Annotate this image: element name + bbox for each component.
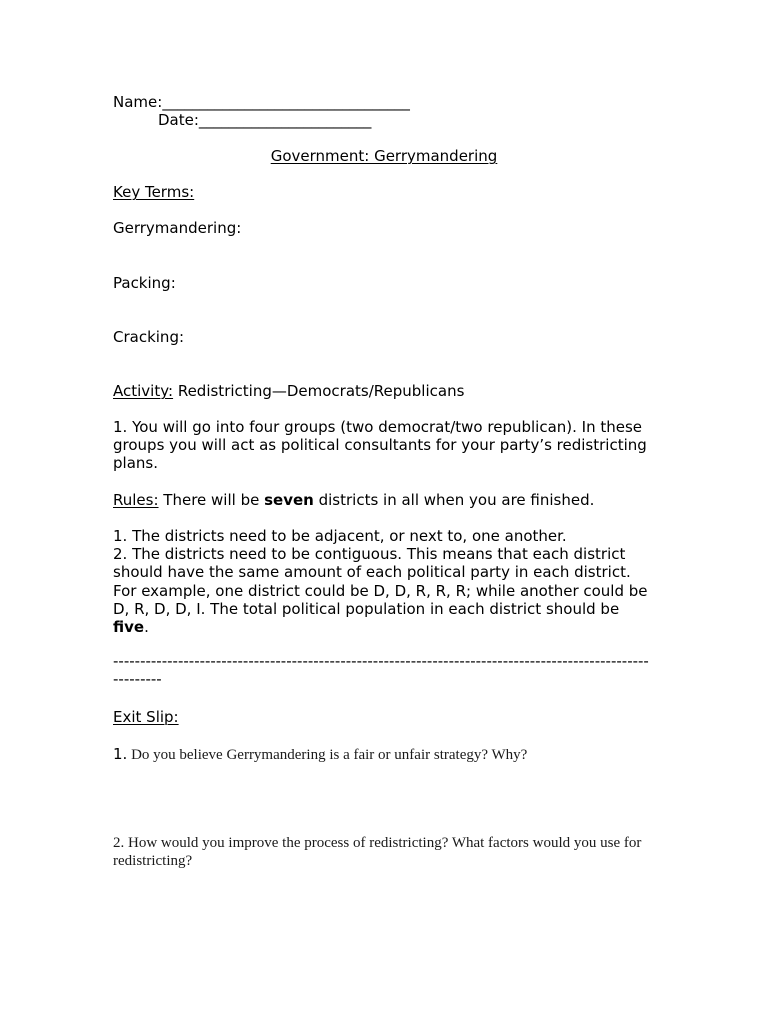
activity-heading: [113, 382, 464, 400]
rules-text-after: districts in all when you are finished.: [313, 491, 595, 509]
exit-slip-heading-text: Exit Slip:: [113, 708, 179, 726]
term-gerrymandering: Gerrymandering:: [113, 219, 242, 237]
rule-2-line: [113, 618, 149, 636]
rule-2-line: 2. The districts need to be contiguous. This means that each district: [113, 545, 626, 564]
activity-instruction-line: 1. You will go into four groups (two democrat/two republican). In these: [113, 418, 643, 436]
key-terms-heading: [113, 183, 194, 201]
term-packing: Packing:: [113, 274, 176, 292]
key-terms-heading-text: Key Terms:: [113, 183, 195, 201]
rule-2-line: For example, one district could be D, D, R, R, R; while another could be: [113, 581, 648, 600]
rules-statement: [113, 491, 594, 509]
exit-slip-heading: [113, 708, 179, 726]
rule-2-tail: .: [144, 618, 149, 636]
population-count: five: [113, 618, 145, 636]
exit-question-1-text: Do you believe Gerrymandering is a fair or unfair strategy? Why?: [127, 747, 528, 763]
name-blank: _________________________________: [162, 93, 410, 111]
term-cracking: Cracking:: [113, 328, 185, 346]
page-title-text: Government: Gerrymandering: [270, 147, 498, 165]
name-label: Name:: [113, 93, 163, 111]
date-blank: _______________________: [198, 111, 372, 129]
date-row: [158, 111, 371, 129]
page-title: [0, 147, 768, 165]
exit-question-2-line: 2. How would you improve the process of redistricting? What factors would you use for: [113, 835, 642, 851]
rules-label: Rules:: [113, 491, 159, 509]
activity-instruction-line: groups you will act as political consultants for your party’s redistricting: [113, 436, 647, 455]
district-count: seven: [264, 491, 314, 509]
exit-question-1: [113, 745, 527, 764]
dashed-divider: ---------: [113, 670, 162, 689]
activity-instruction-line: plans.: [113, 454, 158, 473]
rules-text-before: There will be: [158, 491, 265, 509]
rule-2-line: should have the same amount of each political party in each district.: [113, 563, 631, 582]
dashed-divider: ---------------------------------------------------------------------------------------------------: [113, 652, 649, 670]
name-row: [113, 93, 410, 111]
date-label: Date:: [158, 111, 199, 129]
exit-question-2-line: redistricting?: [113, 853, 193, 870]
activity-label: Activity:: [113, 382, 174, 400]
rule-2-line: D, R, D, D, I. The total political population in each district should be: [113, 599, 620, 618]
exit-question-1-number: 1.: [113, 745, 128, 763]
activity-title: Redistricting—Democrats/Republicans: [173, 382, 465, 400]
rule-1: 1. The districts need to be adjacent, or next to, one another.: [113, 527, 567, 545]
